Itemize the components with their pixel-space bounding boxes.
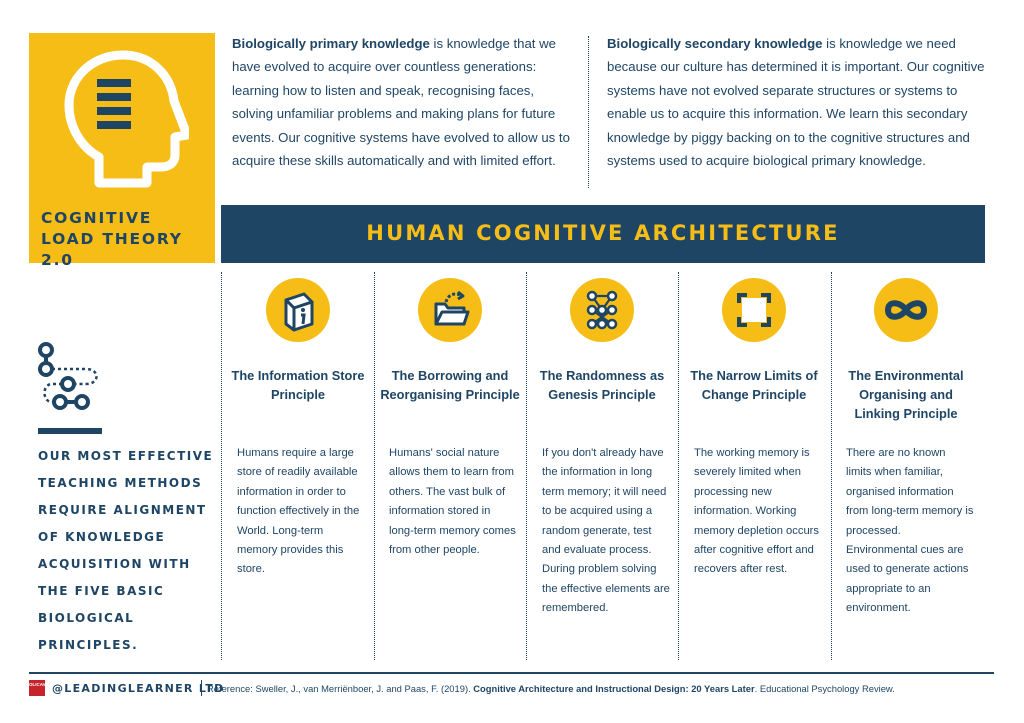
- principle-title: The Environmental Organising and Linking Principle: [848, 368, 964, 421]
- frame-icon: [722, 278, 786, 342]
- side-accent-bar: [38, 428, 102, 434]
- secondary-knowledge-term: Biologically secondary knowledge: [607, 36, 823, 51]
- principle-title: The Narrow Limits of Change Principle: [690, 368, 818, 402]
- principle-borrowing-reorganising: [380, 278, 520, 404]
- footer-handle: @LEADINGLEARNER LTD: [52, 682, 225, 695]
- folder-icon: [418, 278, 482, 342]
- column-divider: [221, 272, 222, 660]
- pathway-icon: [38, 340, 108, 412]
- head-icon: [59, 45, 189, 195]
- reference-suffix: . Educational Psychology Review.: [754, 683, 895, 694]
- architecture-banner: [221, 205, 985, 263]
- principle-narrow-limits: [684, 278, 824, 404]
- brand-panel: [29, 33, 215, 269]
- banner-title: HUMAN COGNITIVE ARCHITECTURE: [366, 221, 840, 245]
- footer-rule: [29, 672, 994, 674]
- column-divider: [526, 272, 527, 660]
- column-divider: [374, 272, 375, 660]
- primary-knowledge-term: Biologically primary knowledge: [232, 36, 430, 51]
- secondary-knowledge-description: is knowledge we need because our culture has determined it is important. Our cognitive systems have not evolved separate structures or systems to enable us to acquire this information. We learn this secondary knowledge by piggy backing on to the cognitive structures and systems used to acquire biological primary knowledge.: [607, 36, 985, 169]
- primary-knowledge-description: is knowledge that we have evolved to acquire over countless generations: learning how to listen and speak, recognising faces, solving unfamiliar problems and making plans for future events. Our cognitive systems have evolved to allow us to acquire these skills automatically and with limited effort.: [232, 36, 570, 169]
- reference-prefix: Reference: Sweller, J., van Merriënboer, J. and Paas, F. (2019).: [207, 683, 474, 694]
- reference-title: Cognitive Architecture and Instructional Design: 20 Years Later: [473, 683, 755, 694]
- logo-text: OLICAV: [29, 682, 46, 687]
- network-icon: [570, 278, 634, 342]
- principle-randomness-genesis: [532, 278, 672, 404]
- information-box-icon: [266, 278, 330, 342]
- principle-information-store: [228, 278, 368, 404]
- secondary-knowledge-text: [607, 32, 992, 172]
- column-divider: [678, 272, 679, 660]
- principle-description: If you don't already have the information in long term memory; it will need to be acquired using a random generate, test and evaluate process. During problem solving the effective elements are remembered.: [542, 447, 670, 615]
- column-divider: [831, 272, 832, 660]
- leading-learner-logo: [29, 680, 45, 696]
- footer-separator: [201, 680, 202, 696]
- principle-description: Humans' social nature allows them to learn from others. The vast bulk of information stored in long-term memory comes from other people.: [389, 447, 516, 557]
- principle-description: There are no known limits when familiar, organised information from long-term memory is processed. Environmental cues are used to generate actions appropriate to an environment.: [846, 447, 974, 615]
- principle-title: The Randomness as Genesis Principle: [539, 368, 665, 402]
- brand-title: COGNITIVE LOAD THEORY 2.0: [41, 209, 183, 269]
- infinity-icon: [874, 278, 938, 342]
- intro-divider: [588, 36, 589, 188]
- principle-description: The working memory is severely limited when processing new information. Working memory depletion occurs after cognitive effort and recovers after rest.: [694, 447, 819, 576]
- side-statement: OUR MOST EFFECTIVE TEACHING METHODS REQUIRE ALIGNMENT OF KNOWLEDGE ACQUISITION WITH THE FIVE BASIC BIOLOGICAL PRINCIPLES.: [38, 449, 214, 652]
- footer-reference: [207, 683, 895, 694]
- primary-knowledge-text: [232, 32, 577, 172]
- principle-title: The Information Store Principle: [231, 368, 365, 402]
- principle-environmental-organising: [836, 278, 976, 423]
- principle-title: The Borrowing and Reorganising Principle: [380, 368, 520, 402]
- principle-description: Humans require a large store of readily available information in order to function effectively in the World. Long-term memory provides this store.: [237, 447, 360, 576]
